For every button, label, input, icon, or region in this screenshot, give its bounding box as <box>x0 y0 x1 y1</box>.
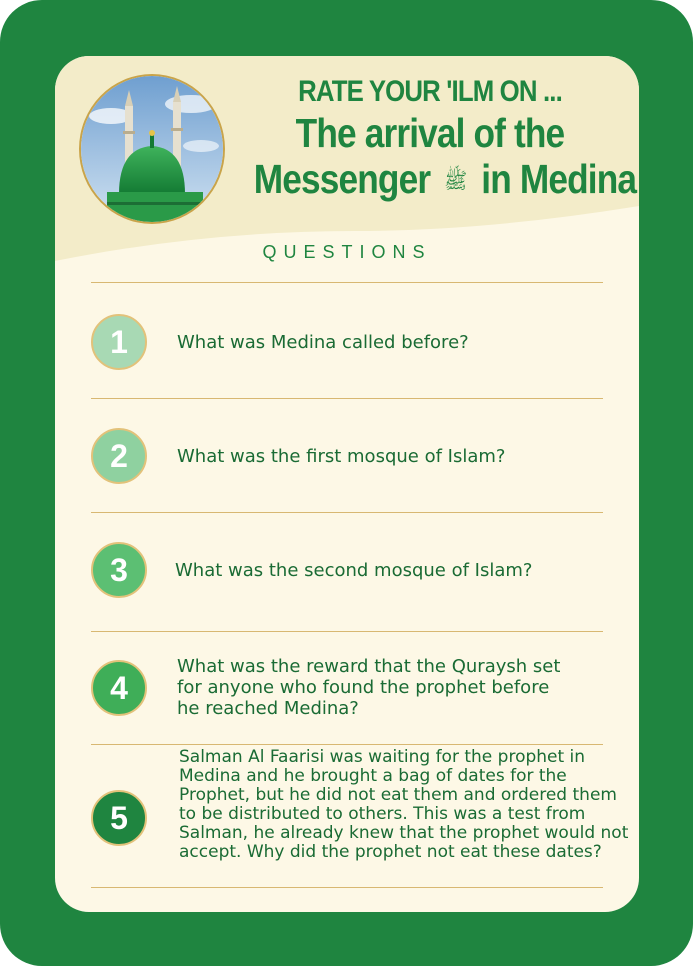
question-number-badge: 2 <box>91 428 147 484</box>
question-number-badge: 1 <box>91 314 147 370</box>
question-row <box>91 542 603 606</box>
question-row <box>91 747 629 888</box>
mosque-emblem <box>79 74 225 224</box>
title-main: The arrival of the <box>295 110 565 156</box>
question-row <box>91 314 603 378</box>
green-dome-mosque-icon <box>81 76 223 222</box>
divider <box>91 282 603 283</box>
divider <box>91 512 603 513</box>
title-kicker: RATE YOUR 'ILM ON ... <box>298 75 562 108</box>
divider <box>91 631 603 632</box>
questions-heading: QUESTIONS <box>262 242 432 262</box>
question-row <box>91 428 603 492</box>
question-number-badge: 5 <box>91 790 147 846</box>
divider <box>91 744 603 745</box>
title-main-second-line <box>253 156 637 205</box>
divider <box>91 887 603 888</box>
question-text: What was the second mosque of Islam? <box>175 560 533 581</box>
question-number-badge: 4 <box>91 660 147 716</box>
question-row <box>91 656 603 726</box>
question-text: What was the first mosque of Islam? <box>177 446 506 467</box>
question-text: What was the reward that the Quraysh set for anyone who found the prophet before he reached Medina? <box>177 656 561 719</box>
divider <box>91 398 603 399</box>
card-panel <box>55 56 639 912</box>
title-block <box>225 74 635 205</box>
question-text: What was Medina called before? <box>177 332 469 353</box>
question-text: Salman Al Faarisi was waiting for the prophet in Medina and he brought a bag of dates for the Prophet, but he did not eat them and ordered them to be distributed to others. This was a test from Salman, he already knew that the prophet would not accept. Why did the prophet not eat these dates? <box>179 747 629 862</box>
title-word-medina: in Medina <box>481 156 637 202</box>
question-number-badge: 3 <box>91 542 147 598</box>
salawat-glyph: ﷺ <box>444 169 468 195</box>
title-word-messenger: Messenger <box>253 156 431 202</box>
